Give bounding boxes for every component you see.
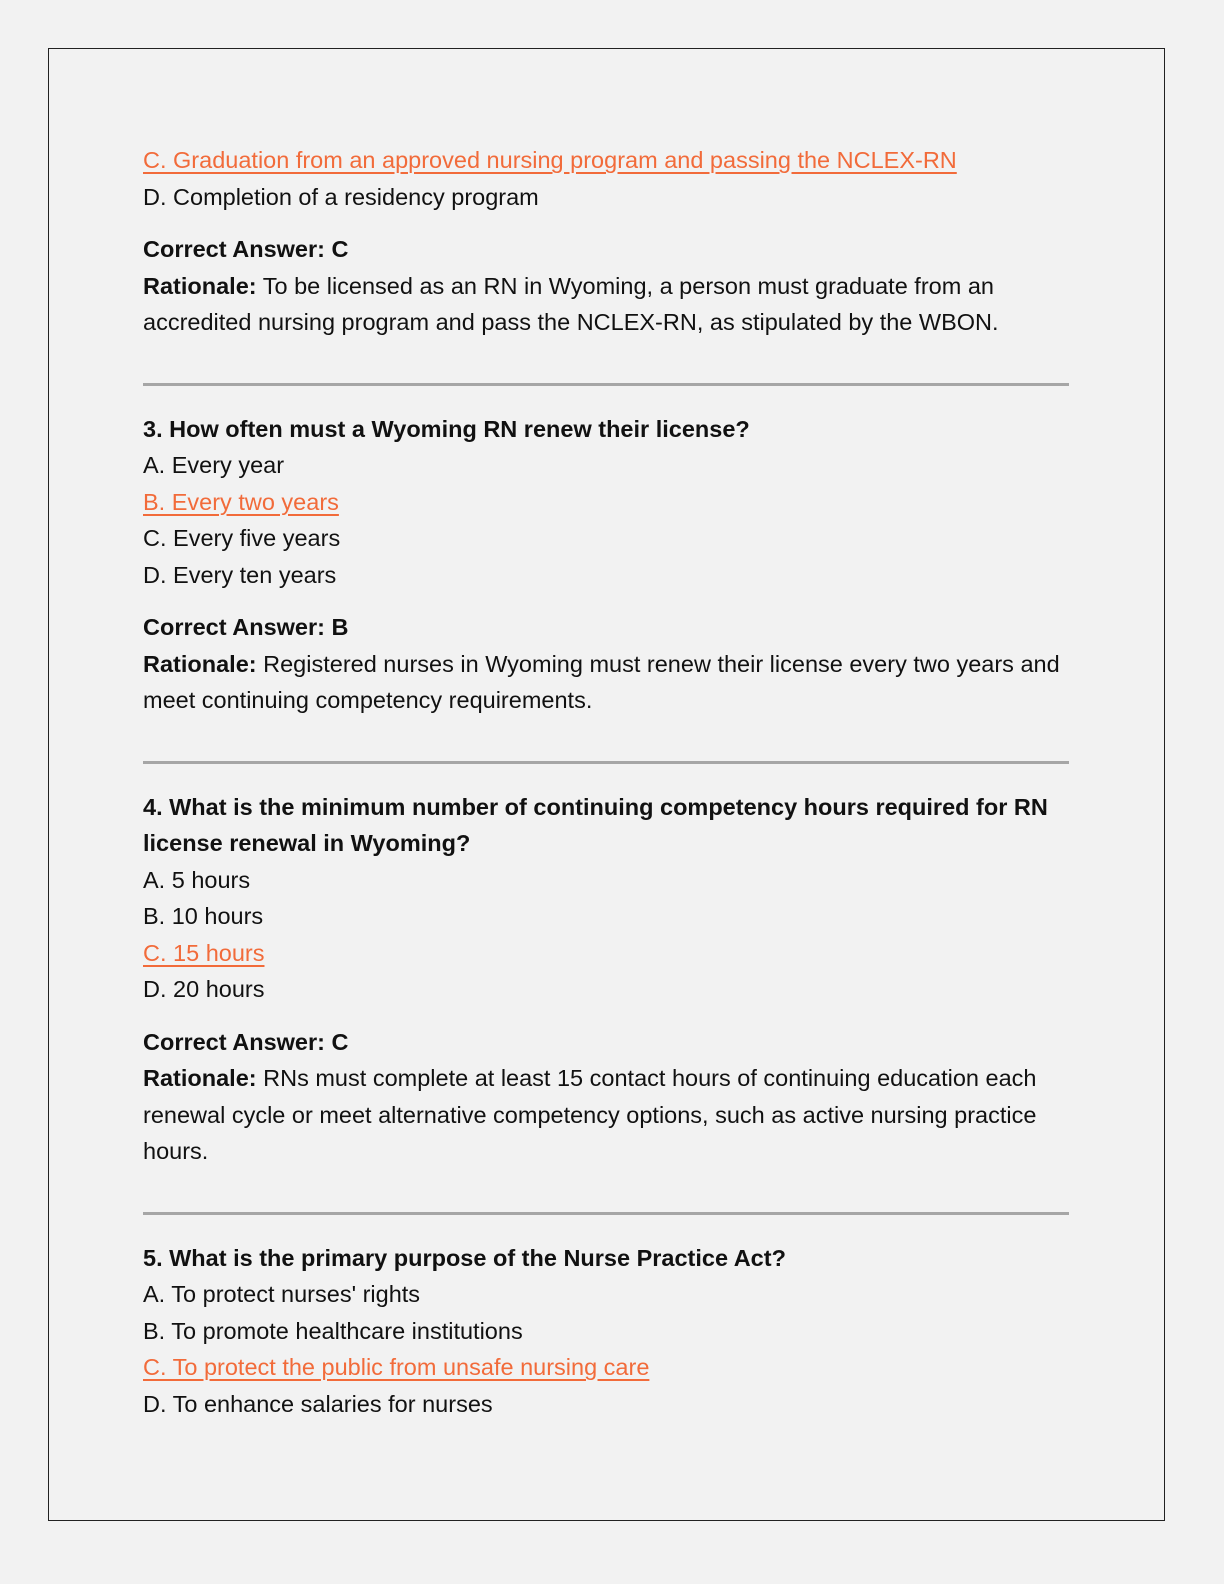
divider <box>143 383 1069 386</box>
option-c-correct: C. Graduation from an approved nursing program and passing the NCLEX-RN <box>143 147 957 173</box>
option-d: D. Completion of a residency program <box>143 183 539 210</box>
rationale-text: Registered nurses in Wyoming must renew their license every two years and meet continuing competency requirements. <box>143 650 1060 713</box>
option-d: D. Every ten years <box>143 561 337 588</box>
option-b: B. 10 hours <box>143 903 264 929</box>
rationale-label: Rationale: <box>143 1065 257 1091</box>
rationale-text: RNs must complete at least 15 contact hours of continuing education each renewal cycle or meet alternative competency options, such as active nursing practice hours. <box>143 1065 1037 1164</box>
rationale <box>143 646 1073 719</box>
question-4 <box>143 789 1073 1170</box>
question-title: 3. How often must a Wyoming RN renew their license? <box>143 415 750 442</box>
question-title: 5. What is the primary purpose of the Nurse Practice Act? <box>143 1244 786 1271</box>
option-c: C. Every five years <box>143 525 341 551</box>
question-title: 4. What is the minimum number of continuing competency hours required for RN license renewal in Wyoming? <box>143 793 1048 856</box>
question-2-continued <box>143 142 1073 341</box>
correct-answer: Correct Answer: C <box>143 236 349 262</box>
option-c-correct: C. To protect the public from unsafe nursing care <box>143 1354 650 1380</box>
option-a: A. Every year <box>143 452 285 478</box>
document-content <box>143 142 1073 1422</box>
option-d: D. To enhance salaries for nurses <box>143 1390 493 1417</box>
divider <box>143 1212 1069 1215</box>
option-d: D. 20 hours <box>143 976 265 1002</box>
option-b-correct: B. Every two years <box>143 488 339 515</box>
question-5 <box>143 1240 1073 1423</box>
rationale <box>143 1060 1073 1170</box>
option-a: A. 5 hours <box>143 866 251 893</box>
rationale <box>143 268 1073 341</box>
rationale-text: To be licensed as an RN in Wyoming, a person must graduate from an accredited nursing program and pass the NCLEX-RN, as stipulated by the WBON. <box>143 272 999 335</box>
option-a: A. To protect nurses' rights <box>143 1281 421 1307</box>
rationale-label: Rationale: <box>143 650 257 677</box>
correct-answer: Correct Answer: B <box>143 614 349 640</box>
rationale-label: Rationale: <box>143 272 257 299</box>
option-b: B. To promote healthcare institutions <box>143 1317 523 1344</box>
question-3 <box>143 411 1073 719</box>
option-c-correct: C. 15 hours <box>143 939 265 966</box>
correct-answer: Correct Answer: C <box>143 1028 349 1055</box>
divider <box>143 761 1069 764</box>
